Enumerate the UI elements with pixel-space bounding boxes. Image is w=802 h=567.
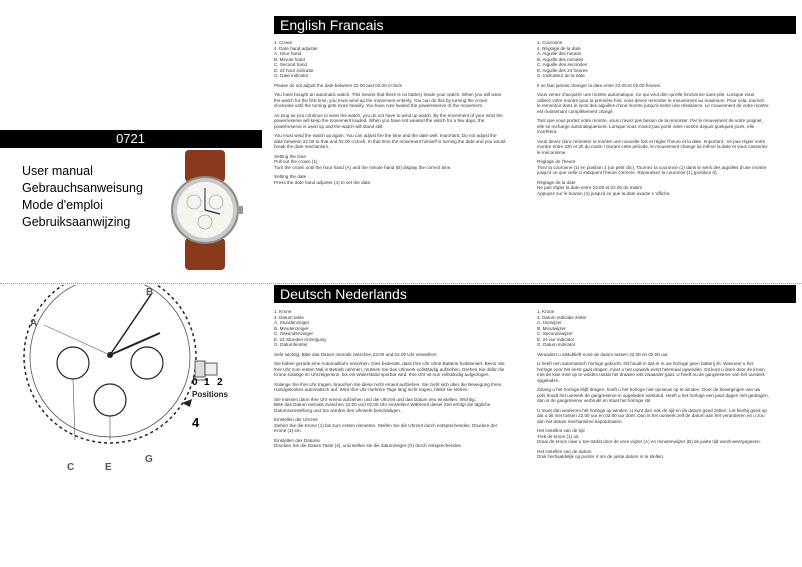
paragraph: Vous venez d'acquérir une montre automatique. Ce qui veut dire qu'elle fonctionne sans pile. Lorsque vous utilisez votre montre pour la première fois, vous devez remonter le mouvement au maximum. Pour cela, tournez le remontoir dans le sens des aiguilles d'une montre jusqu'à sentir une résistance. Le mouvement de votre montre est maintenant complètement chargé. — [537, 92, 769, 114]
diagram-label-g: G — [145, 454, 153, 465]
paragraph: Zolang u het horloge blijft dragen, hoeft u het horloge niet opnieuw op te winden. Door de bewegingen van uw pols houdt het uurwerk de gangreserve in opgeladen toestand. Heeft u het horloge een paar dagen niet gedragen, dan is de gangreserve verbruikt en staat het horloge stil. — [537, 387, 769, 403]
watch-photo — [150, 150, 260, 270]
list-item: 1. Crown — [274, 40, 293, 45]
french-column — [537, 40, 769, 200]
paragraph: Setting the time Pull out the crown (1). Turn the crown until the hour hand (A) and the minute hand (B) display the correct time. — [274, 153, 452, 170]
parts-list — [274, 309, 506, 348]
list-item: B. Minutwijzer — [537, 325, 566, 331]
list-item: A. Stundenzeiger — [274, 320, 310, 325]
section-title: Deutsch Nederlands — [280, 286, 407, 302]
parts-list — [274, 40, 506, 79]
parts-list — [537, 309, 769, 348]
paragraph: Réglage de l'heure Tirez la couronne (1) en position 1 (un petit clic). Tournez la couronne (1) dans le sens des aiguilles d'une montre jusqu'à ce que celle-ci indiquent l'heure correcte. Repoussez la couronne (1) (position 0). — [537, 159, 767, 175]
diagram-label-e: E — [105, 462, 112, 473]
english-column — [274, 40, 506, 189]
paragraph: Sie haben gerade eine Automatikuhr erworben. Dies bedeutet, dass Ihre Uhr ohne Batterie funktioniert. Bevor Sie Ihre Uhr zum ersten Mal in Betrieb nehmen, müssen Sie das Uhrwerk vollständig aufziehen. Drehen Sie dafür die Krone solange im Uhrzeigersinn, bis ein Widerstand spürbar wird. Ihre Uhr ist nun vollständig aufgezogen. — [274, 361, 505, 377]
list-item: B. Minute hand — [274, 56, 305, 62]
paragraph: Sie müssen dann Ihre Uhr erneut aufziehen und die Uhrzeit und das Datum neu einstellen. Wichtig: Bitte das Datum niemals zwischen 22:00 und 02:00 Uhr einstellen! Während dieser Zeit erfolgt die tägliche Datumsumstellung und Sie würden den Uhrwerk beschädigen. — [274, 396, 491, 413]
list-item: A. Aiguille des heures — [537, 51, 582, 56]
list-item: B. Aiguille des minutes — [537, 56, 584, 62]
paragraph: Sehr wichtig: Bitte das Datum niemals zwischen 22:00 and 02.00 Uhr einstellen! — [274, 351, 437, 357]
positions-caption: Positions — [192, 390, 229, 399]
section-header-english-french — [274, 16, 796, 34]
list-item: G. Datumfenster — [274, 342, 308, 347]
paragraph: U heeft een automatisch horloge gekocht. Dit houdt in dat er in uw horloge geen batterij zit. Wanneer u het horloge voor het eerst gaat dragen, moet u het uurwerk eerst helemaal opwinden. Dit kunt u doen door de kroon met de klok mee op te winden totdat het draaien iets zwaarder gaat. U heeft nu de gangreserve van het uurwerk opgeladen. — [537, 361, 765, 383]
paragraph: Setting the date Press the date hand adjuster (4) to set the date. — [274, 174, 372, 185]
list-item: C. Sekundenzeiger — [274, 331, 314, 336]
position-1: 1 — [204, 377, 210, 388]
list-item: C. Aiguille des secondes — [537, 62, 588, 67]
list-item: G. Date indicator — [274, 73, 309, 78]
paragraph: U moet dan wederom het horloge op winden. U kunt dan ook de tijd en de datum goed zetten. Let hierbij goed op dat u dit niet tussen 22.00 uur en 02.00 uur doet. Dan is het uurwerk zelf de datum aan het veranderen en u zou dan het datum mechanisme kapotdraaien. — [537, 407, 767, 424]
paragraph: You have bought an automatic watch. This means that there is no battery inside your watch. When you will wear the watch for the first time, you must wind up the movement entirely. You can do this by turning the crown clockwise until the turning gets more heavily. You have now loaded the powerreserve of the movement. — [274, 92, 502, 108]
watch-diagram — [10, 285, 250, 485]
list-item: E. Aiguille des 24 heures — [537, 67, 588, 73]
list-item: C. Second hand — [274, 62, 307, 67]
list-item: 1. Couronne — [537, 40, 563, 45]
title-dutch: Gebruiksaanwijzing — [22, 215, 131, 229]
list-item: A. Uurwijzer — [537, 320, 562, 325]
section-header-german-dutch — [274, 285, 796, 303]
paragraph: Verandert u alstublieft nooit de datum tussen 22.00 en 02.00 uur. — [537, 351, 669, 357]
paragraph: Réglage de la date Ne pas régler la date entre 22.00 et 02.00 du matin! Appuyez sur le bouton (4) jusqu'à ce que la date exacte s 'affiche. — [537, 179, 671, 196]
paragraph: As long as you continue to wear the watch, you do not have to wind up watch. By the movement of your wrist the powerreserve will keep the movement loaded. When you have not weared the watch for a few days, the powerreserve is used up and the watch will stand still. — [274, 112, 503, 129]
paragraph: Het instellen van de datum Druk herhaaldelijk op punter 4 om de juiste datum in te stellen. — [537, 448, 665, 459]
paragraph: Solange Sie Ihre Uhr tragen, brauchen Sie diese nicht erneut aufziehen. Sie zieht sich über die Bewegung Ihres Handgelenkes automatisch auf. Wird Ihre Uhr mehrere Tage lang nicht tragen, bleibt sie stehen. — [274, 381, 502, 392]
list-item: E. 24 hour indicator — [274, 67, 314, 73]
manual-titles — [22, 163, 143, 231]
title-english: User manual — [22, 164, 93, 178]
list-item: 1. Krone — [274, 309, 292, 314]
title-french: Mode d'emploi — [22, 198, 103, 212]
list-item: A. Hour hand — [274, 51, 302, 56]
paragraph: Il ne faut jamais changer la date entre 22.00 et 02.00 heures. — [537, 82, 662, 88]
list-item: 4. Réglage de la date — [537, 45, 581, 51]
parts-list — [537, 40, 769, 79]
paragraph: Het instellen van de tijd Trek de kroon (1) uit. Draai de kroon naar u toe totdat door de uren wijzer (A) en minutenwijzer (B) de juiste tijd wordt weergegeven. — [537, 428, 761, 444]
german-column — [274, 309, 506, 453]
paragraph: Tant que vous portez votre montre, vous n'avez pas besoin de la remonter. Par le mouvement de votre poignet, elle se recharge automatiquement. Lorsque vous n'avez pas porté votre montre depuis quelques jours, elle s'arrêtera. — [537, 118, 763, 134]
model-number-bar — [0, 130, 262, 148]
list-item: E. 24 Stunden Anzeigung — [274, 336, 326, 342]
position-0: 0 — [192, 377, 198, 388]
section-title: English Francais — [280, 17, 384, 33]
paragraph: Einstellen der Uhrzeit Ziehen Sie die Krone (1) bis zum ersten einrasten. Stellen Sie die Uhrzeit durch entsprechendes. Drucken der Krone (1) ein. — [274, 417, 498, 433]
position-2: 2 — [217, 377, 223, 388]
list-item: G. Indicateur de la date — [537, 73, 585, 78]
diagram-label-c: C — [67, 462, 75, 473]
list-item: E. 24 uur indicator — [537, 336, 575, 342]
list-item: 4. Date hand adjuster — [274, 45, 318, 51]
model-number: 0721 — [116, 131, 145, 146]
title-german: Gebrauchsanweisung — [22, 181, 143, 195]
diagram-label-a: A — [30, 318, 38, 329]
paragraph: You must wind the watch up again. You can adjust the the time and the date well. Important: Do not adjust the date between 22.00 to that and 02.00 o'clock. In that time the movement himself is turning the date and you would break the date mechanism. — [274, 133, 506, 149]
paragraph: Please do not adjust the date between 22.00 and 02.00 o'clock. — [274, 82, 404, 88]
list-item: C. Secondewijzer — [537, 331, 573, 336]
list-item: G. Datum indicator — [537, 342, 576, 347]
paragraph: Vous devez donc remonter la montre une nouvelle fois et régler l'heure et la date. Important : ne pas régler votre montre entre 22h et 2h du matin ! Durant cette période, le mouvement change lui-même la date et vous casseriez le mécanisme. — [537, 138, 768, 155]
dutch-column — [537, 309, 769, 464]
list-item: B. Minutenzeiger — [274, 325, 309, 331]
list-item: 1. Kroon — [537, 309, 555, 314]
diagram-label-b: B — [146, 287, 154, 298]
paragraph: Einstellen des Datums Drucken Sie die Datum Taste (4), und stellen sie die datumzeiger (G) durch entsprechendes. — [274, 437, 463, 448]
fold-line — [0, 283, 802, 284]
list-item: 4. Datum taste — [274, 314, 304, 320]
list-item: 4. Datum indicatie zetter — [537, 314, 587, 320]
diagram-label-4: 4 — [192, 415, 200, 430]
